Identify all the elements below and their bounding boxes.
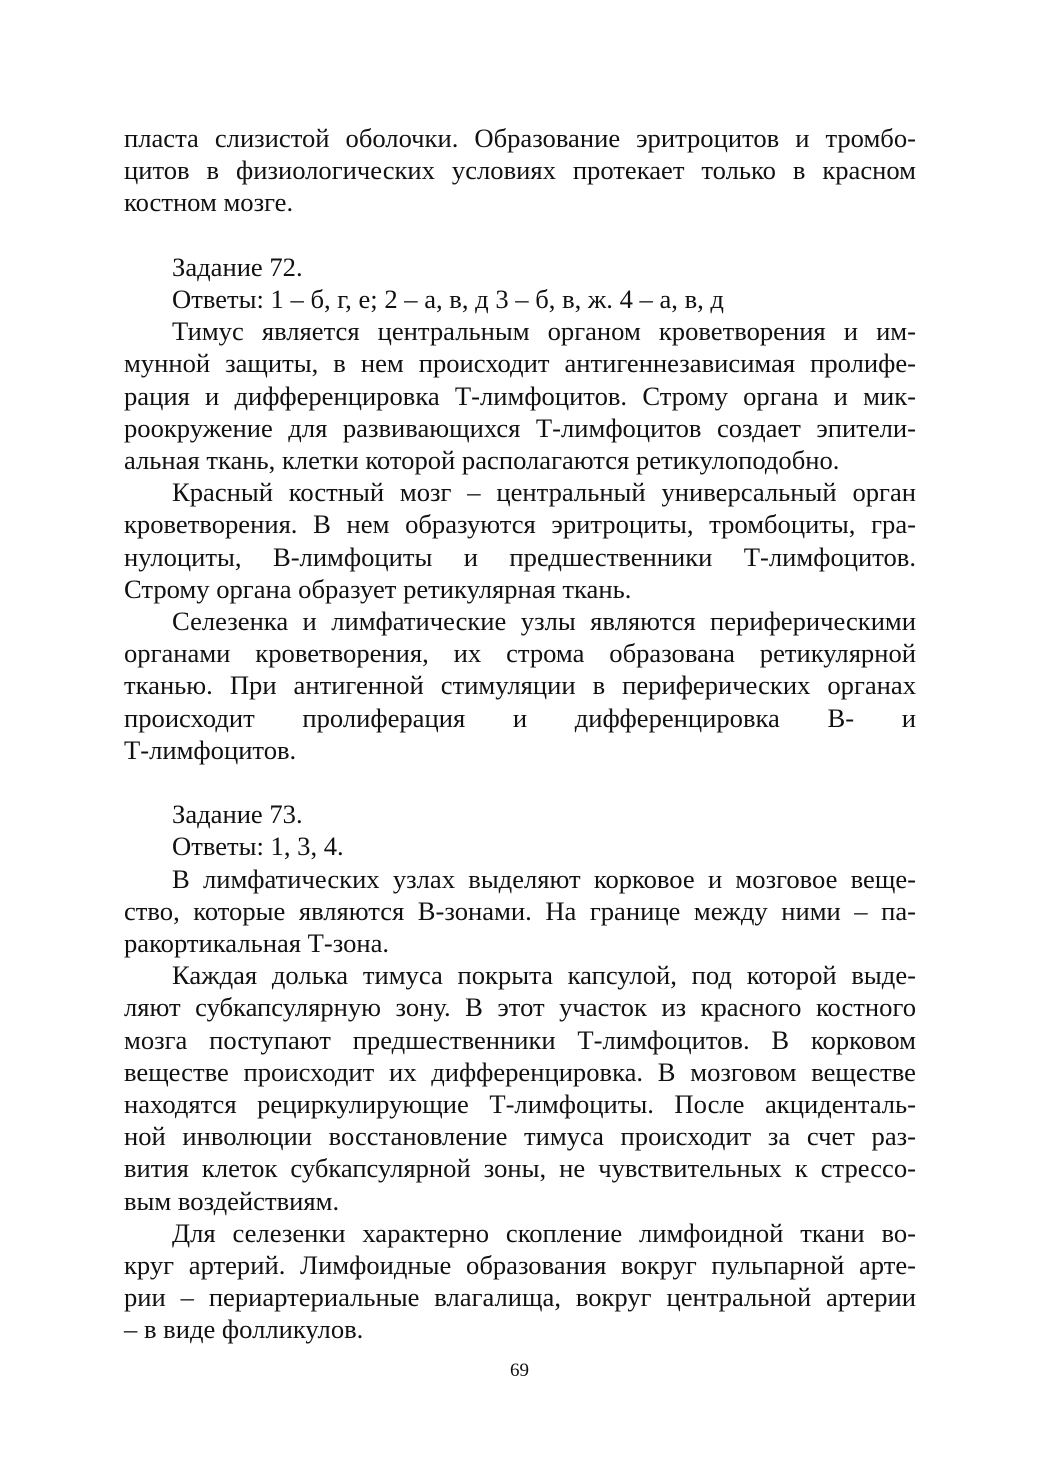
- page-number: 69: [510, 1360, 529, 1381]
- text-line: находятся рециркулирующие Т-лимфоциты. После акциденталь-: [124, 1089, 916, 1120]
- text-line: Красный костный мозг – центральный универсальный орган: [172, 477, 916, 508]
- paragraph: [124, 959, 916, 1217]
- text-line: Для селезенки характерно скопление лимфоидной ткани во-: [172, 1217, 916, 1248]
- page-body: [124, 122, 916, 1346]
- text-line: ной инволюции восстановление тимуса происходит за счет раз-: [124, 1121, 916, 1152]
- paragraph: [124, 1217, 916, 1346]
- text-line: органами кроветворения, их строма образована ретикулярной: [124, 638, 916, 669]
- paragraph: [124, 476, 916, 605]
- text-line: – в виде фолликулов.: [124, 1314, 364, 1345]
- text-line: происходит пролиферация и дифференцировка В- и: [124, 702, 916, 733]
- paragraph: [124, 605, 916, 766]
- text-line: Селезенка и лимфатические узлы являются периферическими: [172, 606, 916, 637]
- text-line: костном мозге.: [124, 187, 294, 218]
- blank-line: [124, 219, 916, 251]
- text-line: рация и дифференцировка Т-лимфоцитов. Строму органа и мик-: [124, 380, 916, 411]
- text-line: веществе происходит их дифференцировка. В мозговом веществе: [124, 1056, 916, 1087]
- text-line: Ответы: 1 – б, г, е; 2 – а, в, д 3 – б, в, ж. 4 – а, в, д: [172, 284, 724, 314]
- text-line: альная ткань, клетки которой располагаются ретикулоподобно.: [124, 445, 840, 476]
- text-line: мозга поступают предшественники Т-лимфоцитов. В корковом: [124, 1024, 916, 1055]
- paragraph: [124, 798, 916, 830]
- text-line: круг артерий. Лимфоидные образования вокруг пульпарной арте-: [124, 1250, 916, 1281]
- text-line: пласта слизистой оболочки. Образование эритроцитов и тромбо-: [124, 123, 916, 153]
- text-line: кроветворения. В нем образуются эритроциты, тромбоциты, гра-: [124, 509, 916, 540]
- text-line: тканью. При антигенной стимуляции в периферических органах: [124, 670, 916, 701]
- text-line: Задание 72.: [172, 251, 303, 282]
- text-line: Строму органа образует ретикулярная ткань.: [124, 573, 632, 604]
- text-line: роокружение для развивающихся Т-лимфоцитов создает эпители-: [124, 412, 916, 443]
- paragraph: [124, 830, 916, 862]
- text-line: Каждая долька тимуса покрыта капсулой, под которой выде-: [172, 960, 916, 991]
- text-line: вым воздействиям.: [124, 1185, 340, 1216]
- paragraph: [124, 283, 916, 315]
- paragraph: [124, 122, 916, 219]
- text-line: вития клеток субкапсулярной зоны, не чувствительных к стрессо-: [124, 1153, 916, 1184]
- text-line: Т-лимфоцитов.: [124, 734, 297, 765]
- paragraph: [124, 863, 916, 960]
- text-line: нулоциты, В-лимфоциты и предшественники Т-лимфоцитов.: [124, 541, 916, 572]
- text-line: ляют субкапсулярную зону. В этот участок из красного костного: [124, 992, 916, 1023]
- text-line: В лимфатических узлах выделяют корковое и мозговое веще-: [172, 863, 916, 894]
- paragraph: [124, 315, 916, 476]
- text-line: ракортикальная Т-зона.: [124, 928, 390, 959]
- text-line: рии – периартериальные влагалища, вокруг центральной артерии: [124, 1282, 916, 1313]
- text-line: Тимус является центральным органом кроветворения и им-: [172, 316, 916, 347]
- paragraph: [124, 251, 916, 283]
- text-line: Ответы: 1, 3, 4.: [172, 831, 344, 862]
- text-line: цитов в физиологических условиях протекает только в красном: [124, 155, 916, 186]
- blank-line: [124, 766, 916, 798]
- text-line: мунной защиты, в нем происходит антигеннезависимая пролифе-: [124, 348, 916, 379]
- text-line: Задание 73.: [172, 799, 303, 830]
- text-line: ство, которые являются В-зонами. На границе между ними – па-: [124, 895, 916, 926]
